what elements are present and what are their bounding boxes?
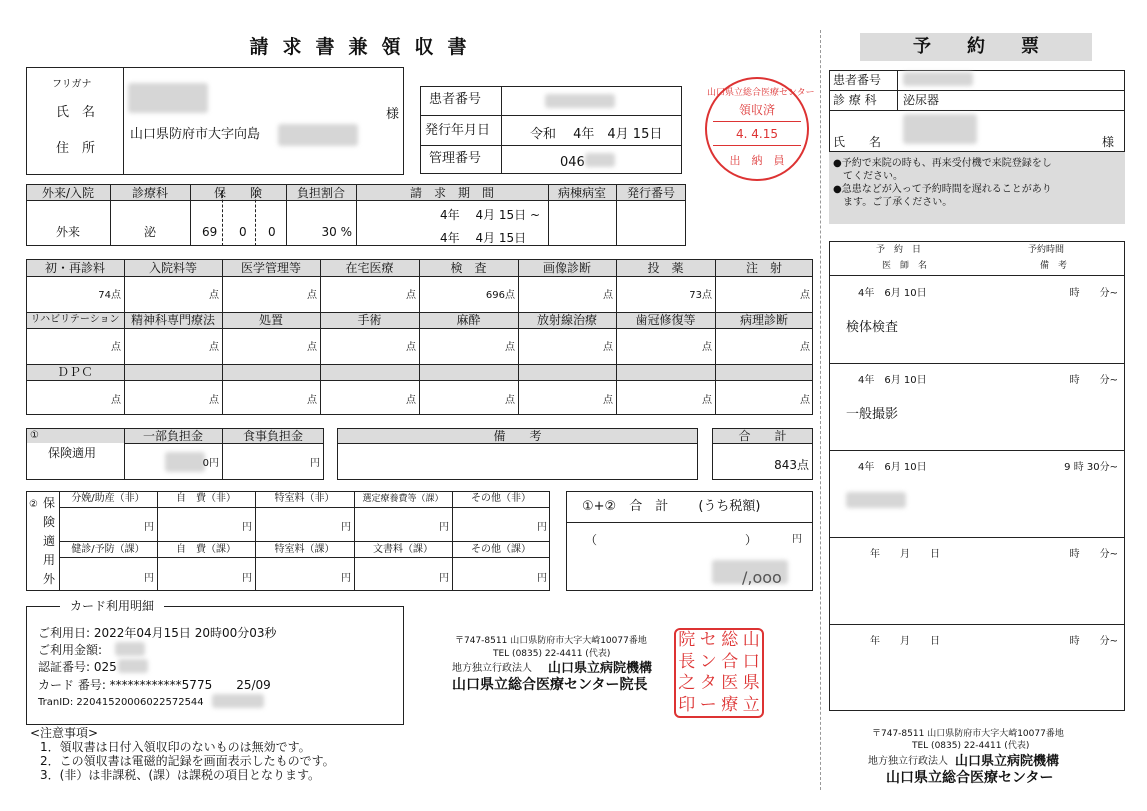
un-v1-0: 円: [144, 522, 154, 533]
dept-header: 診療科: [131, 186, 168, 200]
meal-label: 食事負担金: [242, 429, 303, 443]
ward-header: 病棟病室: [557, 186, 606, 200]
appt-slot-0-date: 4年 6月 10日: [858, 288, 927, 299]
appt-slot-2-time: 9 時 30分~: [1064, 462, 1118, 473]
mgmt-no-value: 046: [560, 155, 585, 170]
pt-v3-2: 点: [307, 395, 317, 406]
honorific: 様: [386, 107, 400, 122]
issue-no-header: 発行番号: [626, 186, 675, 200]
card-line-4: TranID: 22041520006022572544: [38, 697, 204, 708]
receipt-title: 請求書兼領収書: [249, 36, 481, 58]
hospital-org-prefix: 地方独立行政法人: [452, 663, 532, 674]
pt-v2-0: 点: [111, 342, 121, 353]
appt-slot-4-date: 年 月 日: [870, 636, 940, 647]
pt-v1-2: 点: [307, 290, 317, 301]
insured-num: ①: [30, 430, 39, 441]
pt-h2-2: 処置: [258, 313, 283, 327]
un-v1-3: 円: [439, 522, 449, 533]
appt-notice-0: ●予約で来院の時も、再来受付機で来院登録をし: [833, 158, 1052, 169]
appt-col-time: 予約時間: [1028, 245, 1065, 255]
un-h2-0: 健診/予防（課）: [71, 544, 145, 555]
appt-footer-org: 山口県立病院機構: [955, 754, 1060, 769]
uninsured-vlabel-2: 適: [43, 534, 56, 548]
hospital-org: 山口県立病院機構: [548, 661, 653, 676]
insurance-value-a: 69: [202, 225, 218, 239]
un-v1-2: 円: [341, 522, 351, 533]
pt-h1-6: 投 薬: [647, 261, 684, 275]
notes-item-0: 1．領収書は日付入領収印のないものは無効です。: [40, 740, 311, 754]
pt-v2-2: 点: [307, 342, 317, 353]
appt-patient-no-label: 患者番号: [833, 73, 882, 87]
period-to: 4年 4月 15日: [440, 231, 527, 245]
pt-v3-4: 点: [505, 395, 515, 406]
pt-v2-4: 点: [505, 342, 515, 353]
issue-date-value: 令和 4年 4月 15日: [530, 127, 663, 142]
redacted-name: [128, 83, 208, 113]
address-label: 住 所: [56, 141, 96, 156]
issue-date-label: 発行年月日: [425, 123, 491, 138]
appt-slot-4-time: 時 分~: [1069, 636, 1118, 647]
un-h1-3: 選定療養費等（課）: [362, 494, 444, 504]
appt-slot-1-date: 4年 6月 10日: [858, 375, 927, 386]
redacted-appt-patient-no: [903, 72, 973, 86]
total-label: 合 計: [738, 429, 787, 443]
redacted-patient-no: [545, 94, 615, 108]
visit-type-value: 外来: [55, 225, 80, 239]
appt-slot-3-date: 年 月 日: [870, 549, 940, 560]
pt-h2-0: リハビリテーション: [30, 314, 120, 325]
meal-value: 円: [310, 458, 320, 469]
pt-v3-3: 点: [406, 395, 416, 406]
pt-h2-6: 歯冠修復等: [635, 313, 696, 327]
total-value: 843点: [774, 458, 809, 472]
card-line-0: ご利用日: 2022年04月15日 20時00分03秒: [38, 626, 277, 640]
un-h2-4: その他（課）: [471, 544, 531, 555]
un-v2-1: 円: [242, 573, 252, 584]
un-h1-2: 特室料（非）: [274, 493, 335, 504]
furigana-label: フリガナ: [52, 79, 92, 90]
pt-v1-4: 696点: [485, 290, 515, 301]
redacted-tranid: [212, 694, 264, 708]
pt-h3-dpc: ＤＰＣ: [56, 365, 93, 379]
appt-name-label: 氏 名: [833, 135, 882, 149]
un-h1-1: 自 費（非）: [176, 493, 236, 504]
pt-h2-4: 麻酔: [456, 313, 481, 327]
uninsured-num: ②: [29, 499, 38, 510]
hospital-director: 山口県立総合医療センター院長: [452, 677, 648, 693]
appt-slot-0-note: 検体検査: [846, 320, 899, 335]
redacted-auth: [118, 659, 148, 673]
appt-slot-1-note: 一般撮影: [846, 407, 899, 422]
hospital-tel: TEL (0835) 22-4411 (代表): [493, 649, 611, 659]
period-header: 請 求 期 間: [409, 186, 494, 200]
un-h1-4: その他（非）: [471, 493, 531, 504]
uninsured-vlabel-3: 用: [43, 553, 56, 567]
card-line-1: ご利用金額:: [38, 643, 103, 657]
grand-total-paren-open: （: [585, 533, 598, 547]
card-line-2: 認証番号: 025: [38, 660, 117, 674]
pt-v2-7: 点: [800, 342, 810, 353]
redacted-appt-name: [903, 114, 977, 144]
pt-h1-5: 画像診断: [542, 261, 591, 275]
appt-honorific: 様: [1102, 135, 1115, 149]
partial-value: 0円: [202, 458, 219, 469]
ratio-value: 30 %: [321, 225, 352, 239]
appt-notice-2: ●急患などが入って予約時間を遅れることがあり: [833, 184, 1052, 195]
pt-v2-3: 点: [406, 342, 416, 353]
appt-slot-1-time: 時 分~: [1069, 375, 1118, 386]
redacted-card-amount: [115, 642, 145, 656]
appt-footer-center: 山口県立総合医療センター: [886, 770, 1054, 786]
redacted-appt-slot-2: [846, 492, 906, 508]
insurance-value-b: 0: [239, 225, 247, 239]
pt-h2-7: 病理診断: [739, 313, 788, 327]
pt-h1-3: 在宅医療: [345, 261, 394, 275]
pt-h1-7: 注 射: [745, 261, 782, 275]
appt-notice-1: てください。: [833, 171, 903, 182]
insurance-header: 保 険: [213, 186, 262, 200]
pt-h1-4: 検 査: [450, 261, 487, 275]
un-v1-4: 円: [537, 522, 547, 533]
un-h2-1: 自 費（課）: [176, 544, 236, 555]
un-v2-4: 円: [537, 573, 547, 584]
divider: [820, 30, 821, 790]
card-title: カード利用明細: [60, 600, 164, 612]
grand-total-amount: /,ooo: [742, 568, 782, 587]
appt-footer-address: 〒747-8511 山口県防府市大字大崎10077番地: [872, 729, 1064, 739]
remarks-label: 備 考: [493, 429, 542, 443]
pt-v1-1: 点: [209, 290, 219, 301]
name-label: 氏 名: [56, 105, 96, 120]
pt-v1-5: 点: [603, 290, 613, 301]
pt-v3-1: 点: [209, 395, 219, 406]
pt-v1-6: 73点: [689, 290, 712, 301]
notes-item-1: 2．この領収書は電磁的記録を画面表示したものです。: [40, 754, 335, 768]
un-v2-0: 円: [144, 573, 154, 584]
visit-type-header: 外来/入院: [41, 186, 95, 200]
pt-h1-0: 初・再診料: [44, 261, 105, 275]
grand-total-label: ①+② 合 計 (うち税額): [582, 499, 761, 514]
un-h2-3: 文書料（課）: [373, 544, 433, 555]
appt-slot-0-time: 時 分~: [1069, 288, 1118, 299]
uninsured-vlabel-0: 保: [43, 496, 56, 510]
pt-h2-5: 放射線治療: [536, 313, 597, 327]
grand-total-paren-close: ）: [745, 533, 758, 547]
pt-h2-1: 精神科専門療法: [130, 313, 215, 327]
un-v1-1: 円: [242, 522, 252, 533]
redacted-mgmt-no: [585, 153, 615, 167]
appt-col-doctor: 医 師 名: [882, 261, 928, 271]
pt-v1-3: 点: [406, 290, 416, 301]
period-from: 4年 4月 15日 ~: [440, 208, 541, 222]
grand-total-yen: 円: [792, 534, 802, 545]
ratio-header: 負担割合: [296, 186, 345, 200]
partial-label: 一部負担金: [142, 429, 203, 443]
notes-title: <注意事項>: [30, 726, 99, 740]
director-seal: 院 セ 総 山 長 ン 合 口 之 タ 医 県 印 ー 療 立: [674, 628, 764, 718]
appt-footer-tel: TEL (0835) 22-4411 (代表): [912, 741, 1030, 751]
dept-value: 泌: [143, 225, 156, 239]
appt-notice-3: ます。ご了承ください。: [833, 197, 953, 208]
un-v2-3: 円: [439, 573, 449, 584]
appt-col-remarks: 備 考: [1040, 261, 1068, 271]
pt-v2-6: 点: [702, 342, 712, 353]
pt-h1-1: 入院料等: [148, 261, 197, 275]
pt-h1-2: 医学管理等: [240, 261, 301, 275]
appt-dept-label: 診 療 科: [833, 93, 877, 107]
mgmt-no-label: 管理番号: [429, 151, 482, 166]
hospital-address: 〒747-8511 山口県防府市大字大崎10077番地: [455, 636, 647, 646]
pt-v1-0: 74点: [98, 290, 121, 301]
uninsured-vlabel-1: 険: [43, 515, 56, 529]
pt-v2-5: 点: [603, 342, 613, 353]
card-line-3: カード 番号: ************5775 25/09: [38, 678, 271, 692]
notes-item-2: 3．(非）は非課税、(課）は課税の項目となります。: [40, 768, 321, 782]
pt-v3-7: 点: [800, 395, 810, 406]
pt-v3-0: 点: [111, 395, 121, 406]
pt-v1-7: 点: [800, 290, 810, 301]
pt-v3-6: 点: [702, 395, 712, 406]
appt-slot-3-time: 時 分~: [1069, 549, 1118, 560]
un-v2-2: 円: [341, 573, 351, 584]
insured-label: 保険適用: [48, 446, 97, 460]
pt-h2-3: 手術: [357, 313, 382, 327]
appt-footer-org-prefix: 地方独立行政法人: [868, 756, 948, 767]
pt-v3-5: 点: [603, 395, 613, 406]
appointment-title: 予 約 票: [913, 36, 1039, 57]
appt-slot-2-date: 4年 6月 10日: [858, 462, 927, 473]
un-h1-0: 分娩/助産（非）: [71, 493, 145, 504]
patient-no-label: 患者番号: [429, 92, 482, 107]
paid-stamp: 山口県立総合医療センター 領収済 4. 4.15 出 納 員: [705, 77, 809, 181]
appt-dept-value: 泌尿器: [903, 93, 940, 107]
insurance-value-c: 0: [268, 225, 276, 239]
un-h2-2: 特室料（課）: [274, 544, 335, 555]
redacted-address: [278, 124, 358, 146]
address-value: 山口県防府市大字向島: [130, 127, 261, 142]
pt-v2-1: 点: [209, 342, 219, 353]
appt-col-date: 予 約 日: [876, 245, 922, 255]
uninsured-vlabel-4: 外: [43, 572, 56, 586]
